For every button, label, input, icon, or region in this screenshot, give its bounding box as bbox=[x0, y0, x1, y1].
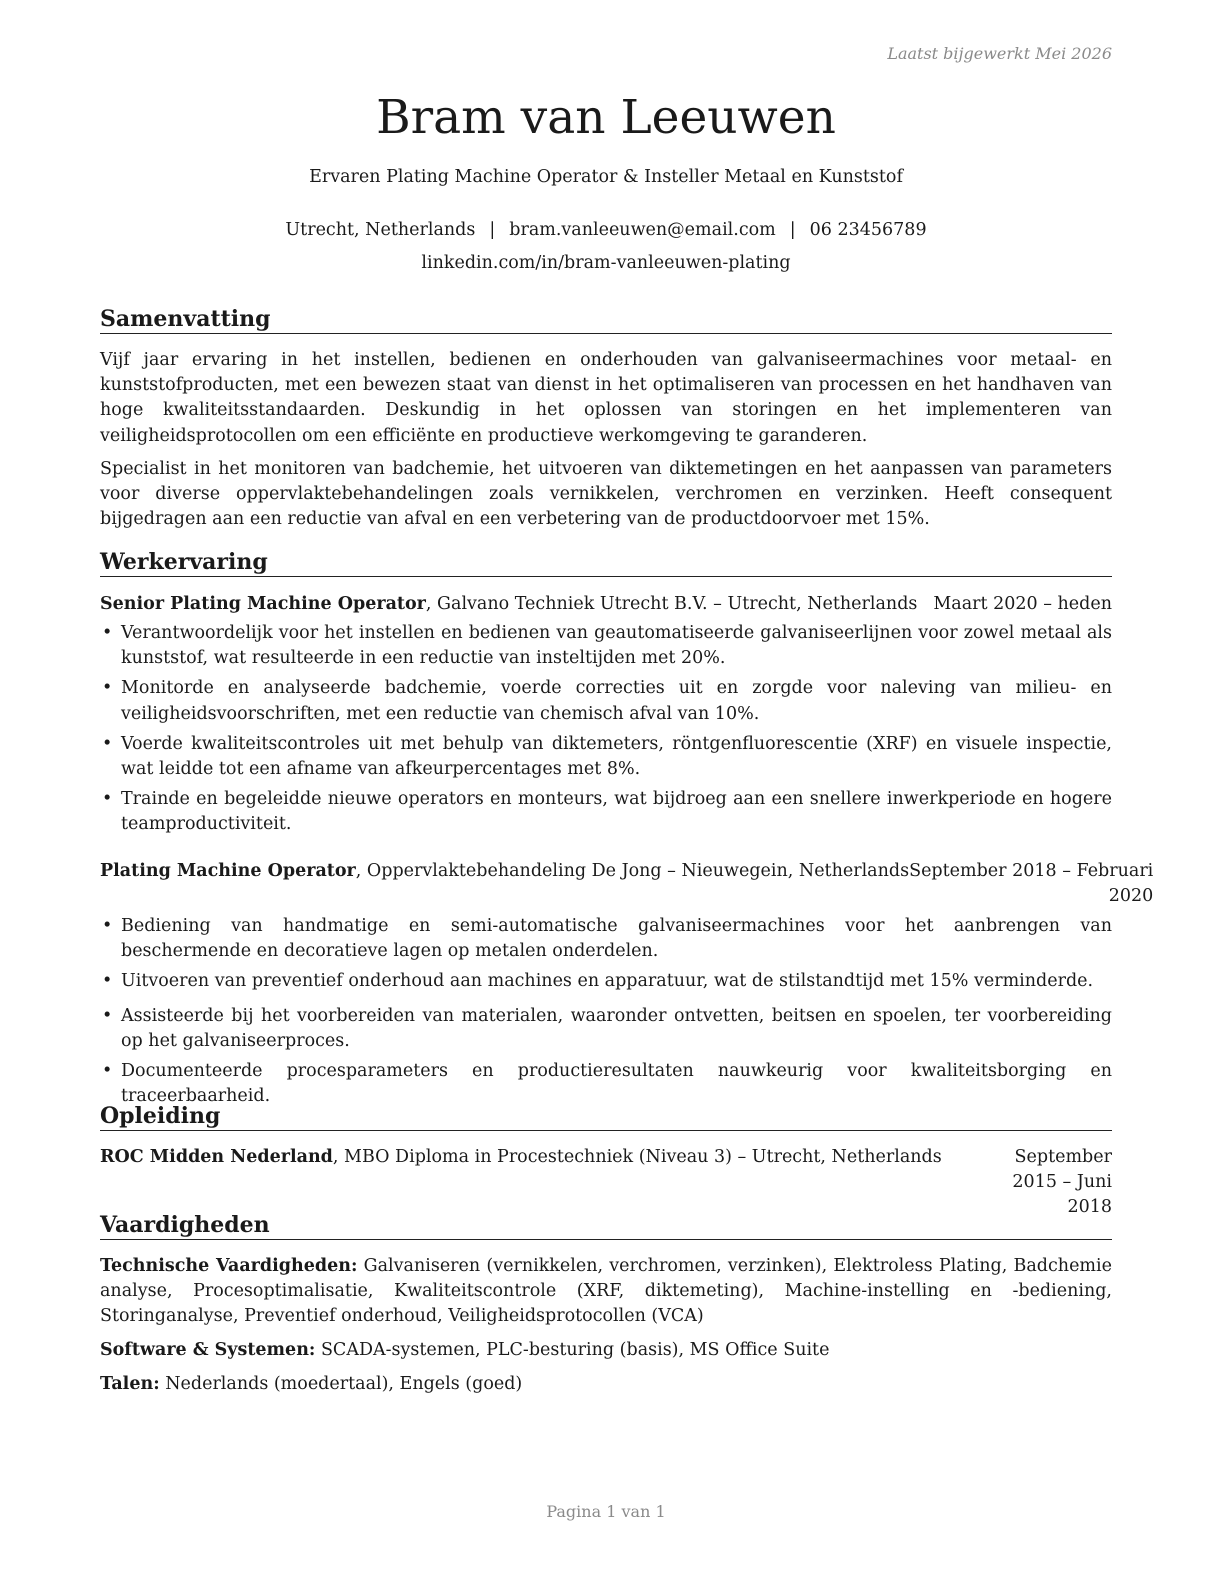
education-dates-line: September 2015 – Juni bbox=[1012, 1147, 1112, 1193]
bullet-text: Bediening van handmatige en semi-automatische galvaniseermachines voor het aanbrengen van beschermende en decoratieve lagen op metalen onderdelen. bbox=[121, 916, 1112, 962]
bullet-text: Verantwoordelijk voor het instellen en bedienen van geautomatiseerde galvaniseerlijnen voor zowel metaal als kunststof, wat resulteerde in een reductie van insteltijden met 20%. bbox=[121, 623, 1112, 669]
job-header bbox=[100, 592, 1112, 617]
bullet-icon: • bbox=[102, 733, 113, 754]
skills-software bbox=[100, 1338, 1112, 1363]
list-item bbox=[100, 676, 1112, 726]
last-updated: Laatst bijgewerkt Mei 2026 bbox=[887, 44, 1112, 63]
job-dates bbox=[909, 859, 1153, 909]
list-item bbox=[100, 621, 1112, 671]
list-item bbox=[100, 732, 1112, 782]
skills-technical bbox=[100, 1254, 1112, 1330]
bullet-icon: • bbox=[102, 623, 113, 643]
education-detail bbox=[100, 1145, 972, 1170]
bullet-icon: • bbox=[102, 916, 113, 936]
education-dates bbox=[972, 1145, 1112, 1221]
job-title-line bbox=[100, 592, 917, 617]
contact-separator: | bbox=[489, 220, 496, 240]
bullet-icon: • bbox=[102, 789, 113, 810]
section-title-education: Opleiding bbox=[100, 1102, 1112, 1131]
contact-line bbox=[100, 220, 1112, 240]
bullet-text: Uitvoeren van preventief onderhoud aan machines en apparatuur, wat de stilstandtijd met 15% verminderde. bbox=[121, 971, 1094, 992]
bullet-text: Monitorde en analyseerde badchemie, voerde correcties uit en zorgde voor naleving van milieu- en veiligheidsvoorschriften, met een reductie van chemisch afval van 10%. bbox=[121, 678, 1112, 724]
list-item bbox=[100, 787, 1112, 837]
job-role: Senior Plating Machine Operator bbox=[100, 594, 426, 614]
contact-phone: 06 23456789 bbox=[809, 220, 927, 240]
skills-languages bbox=[100, 1372, 1112, 1397]
skills-languages-label: Talen: bbox=[100, 1374, 160, 1394]
page-number: Pagina 1 van 1 bbox=[546, 1502, 666, 1521]
skills-software-label: Software & Systemen: bbox=[100, 1340, 316, 1360]
job-dates-line: 2020 bbox=[1108, 886, 1154, 907]
contact-location: Utrecht, Netherlands bbox=[285, 220, 476, 240]
job-title-line bbox=[100, 859, 909, 909]
job-company: , Galvano Techniek Utrecht B.V. – Utrecht, Netherlands bbox=[425, 594, 918, 614]
list-item bbox=[100, 914, 1112, 964]
education-entry bbox=[100, 1145, 1112, 1218]
contact-email[interactable]: bram.vanleeuwen@email.com bbox=[509, 220, 776, 240]
job-company: , Oppervlaktebehandeling De Jong – Nieuwegein, Netherlands bbox=[355, 861, 910, 881]
bullet-icon: • bbox=[102, 971, 113, 992]
bullet-icon: • bbox=[102, 1061, 113, 1082]
education-dates-line: 2018 bbox=[1067, 1197, 1112, 1218]
job-bullets bbox=[100, 914, 1112, 1114]
bullet-text: Documenteerde procesparameters en productieresultaten nauwkeurig voor kwaliteitsborging en traceerbaarheid. bbox=[121, 1061, 1112, 1107]
section-title-experience: Werkervaring bbox=[100, 548, 1112, 577]
resume-page bbox=[100, 0, 1154, 1584]
bullet-text: Assisteerde bij het voorbereiden van materialen, waaronder ontvetten, beitsen en spoelen, ter voorbereiding op het galvaniseerproces. bbox=[121, 1005, 1112, 1051]
contact-linkedin[interactable]: linkedin.com/in/bram-vanleeuwen-plating bbox=[421, 253, 791, 273]
list-item bbox=[100, 969, 1112, 994]
bullet-icon: • bbox=[102, 1005, 113, 1026]
skills-software-text: SCADA-systemen, PLC-besturing (basis), MS Office Suite bbox=[315, 1340, 830, 1360]
job-header bbox=[100, 859, 1154, 909]
job-bullets bbox=[100, 621, 1112, 843]
job-dates: Maart 2020 – heden bbox=[933, 594, 1112, 614]
section-title-skills: Vaardigheden bbox=[100, 1211, 1112, 1240]
bullet-text: Voerde kwaliteitscontroles uit met behulp van diktemeters, röntgenfluorescentie (XRF) en visuele inspectie, wat leidde tot een afname van afkeurpercentages met 8%. bbox=[121, 733, 1112, 780]
bullet-icon: • bbox=[102, 678, 113, 699]
bullet-text: Trainde en begeleidde nieuwe operators en monteurs, wat bijdroeg aan een snellere inwerkperiode en hogere teamproductiviteit. bbox=[121, 789, 1112, 835]
job-role: Plating Machine Operator bbox=[100, 861, 356, 881]
skills-languages-text: Nederlands (moedertaal), Engels (goed) bbox=[159, 1374, 523, 1394]
summary-paragraph: Specialist in het monitoren van badchemie, het uitvoeren van diktemetingen en het aanpassen van parameters voor diverse oppervlaktebehandelingen zoals vernikkelen, verchromen en verzinken. Heeft consequent bijgedragen aan een reductie van afval en een verbetering van de productdoorvoer met 15%. bbox=[100, 459, 1112, 530]
candidate-name: Bram van Leeuwen bbox=[376, 90, 836, 145]
section-title-summary: Samenvatting bbox=[100, 305, 1112, 334]
skills-technical-label: Technische Vaardigheden: bbox=[100, 1256, 358, 1276]
skills-technical-text: Galvaniseren (vernikkelen, verchromen, verzinken), Elektroless Plating, Badchemie analyse, Procesoptimalisatie, Kwaliteitscontrole (XRF, diktemeting), Machine-instelling en -bediening, Storinganalyse, Preventief onderhoud, Veiligheidsprotocollen (VCA) bbox=[100, 1256, 1112, 1327]
candidate-headline: Ervaren Plating Machine Operator & Insteller Metaal en Kunststof bbox=[309, 167, 903, 187]
summary-paragraph: Vijf jaar ervaring in het instellen, bedienen en onderhouden van galvaniseermachines voor metaal- en kunststofproducten, met een bewezen staat van dienst in het optimaliseren van processen en het handhaven van hoge kwaliteitsstandaarden. Deskundig in het oplossen van storingen en het implementeren van veiligheidsprotocollen om een efficiënte en productieve werkomgeving te garanderen. bbox=[100, 350, 1112, 446]
contact-separator: | bbox=[789, 220, 796, 240]
education-school: ROC Midden Nederland bbox=[100, 1147, 333, 1167]
education-program: , MBO Diploma in Procestechniek (Niveau 3) – Utrecht, Netherlands bbox=[332, 1147, 942, 1167]
job-dates-line: September 2018 – Februari bbox=[909, 861, 1154, 881]
list-item bbox=[100, 1004, 1112, 1054]
